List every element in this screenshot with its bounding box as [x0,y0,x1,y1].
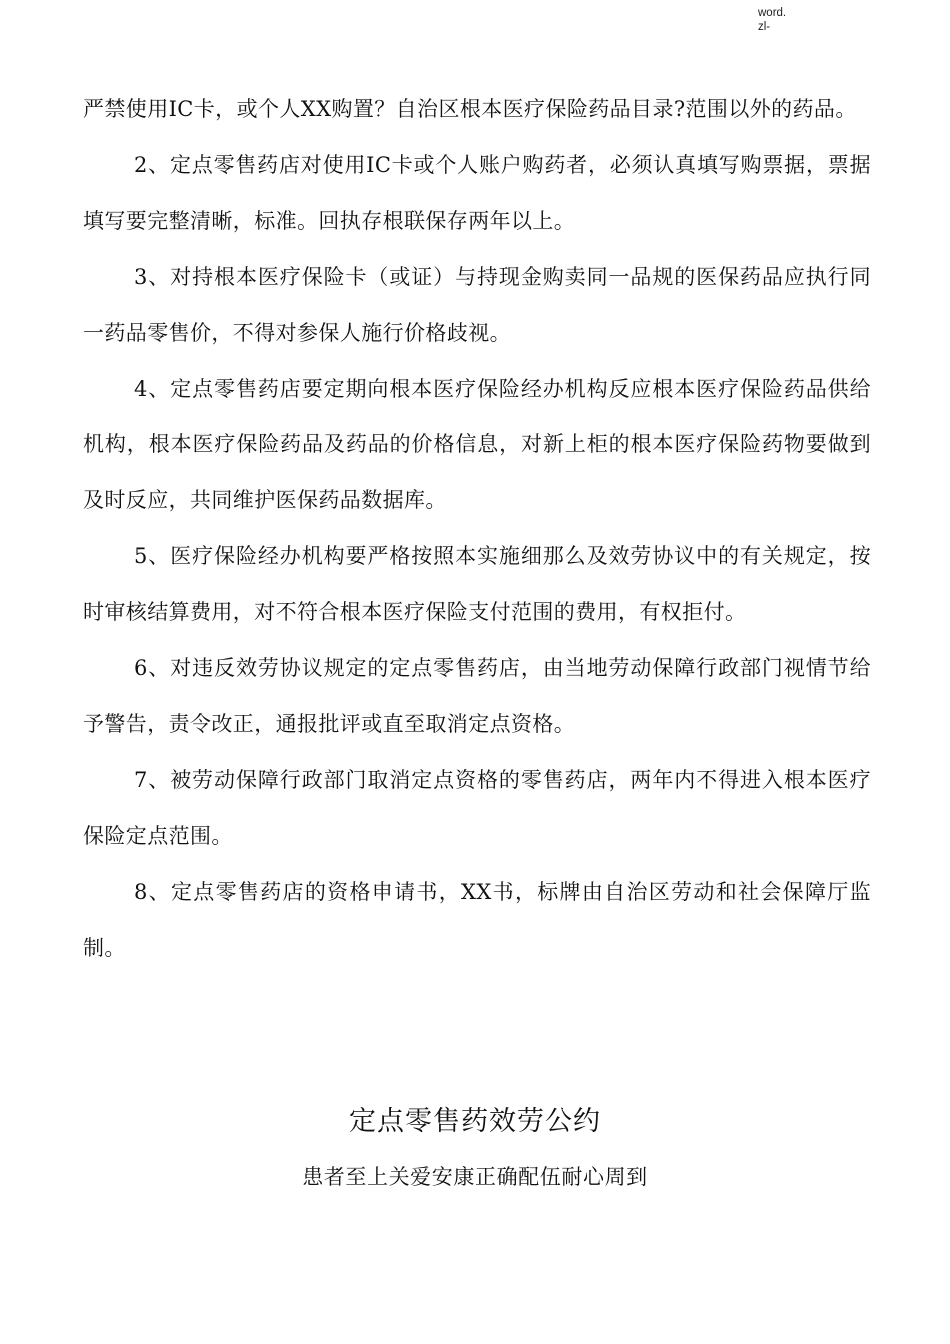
paragraph-item-3: 3、对持根本医疗保险卡（或证）与持现金购卖同一品规的医保药品应执行同一药品零售价，不得对参保人施行价格歧视。 [83,264,871,345]
page-header-mark [758,6,786,34]
paragraph-item-8: 8、定点零售药店的资格申请书，XX书，标牌由自治区劳动和社会保障厅监制。 [83,879,871,960]
paragraph-item-5: 5、医疗保险经办机构要严格按照本实施细那么及效劳协议中的有关规定，按时审核结算费用，对不符合根本医疗保险支付范围的费用，有权拒付。 [83,544,871,625]
paragraph-continuation: 严禁使用IC卡，或个人XX购置？自治区根本医疗保险药品目录?范围以外的药品。 [83,97,857,121]
paragraph-item-4: 4、定点零售药店要定期向根本医疗保险经办机构反应根本医疗保险药品供给机构，根本医疗保险药品及药品的价格信息，对新上柜的根本医疗保险药物要做到及时反应，共同维护医保药品数据库。 [83,376,871,513]
document-body [83,82,871,977]
section-title: 定点零售药效劳公约 [349,1106,601,1137]
paragraph-item-6: 6、对违反效劳协议规定的定点零售药店，由当地劳动保障行政部门视情节给予警告，责令改正，通报批评或直至取消定点资格。 [83,656,871,736]
header-line-1: word. [758,7,787,19]
section-subtitle: 患者至上关爱安康正确配伍耐心周到 [302,1165,648,1189]
paragraph-item-7: 7、被劳动保障行政部门取消定点资格的零售药店，两年内不得进入根本医疗保险定点范围。 [83,767,871,848]
header-line-2: zl- [758,21,771,33]
paragraph-item-2: 2、定点零售药店对使用IC卡或个人账户购药者，必须认真填写购票据，票据填写要完整清晰，标准。回执存根联保存两年以上。 [83,152,871,233]
